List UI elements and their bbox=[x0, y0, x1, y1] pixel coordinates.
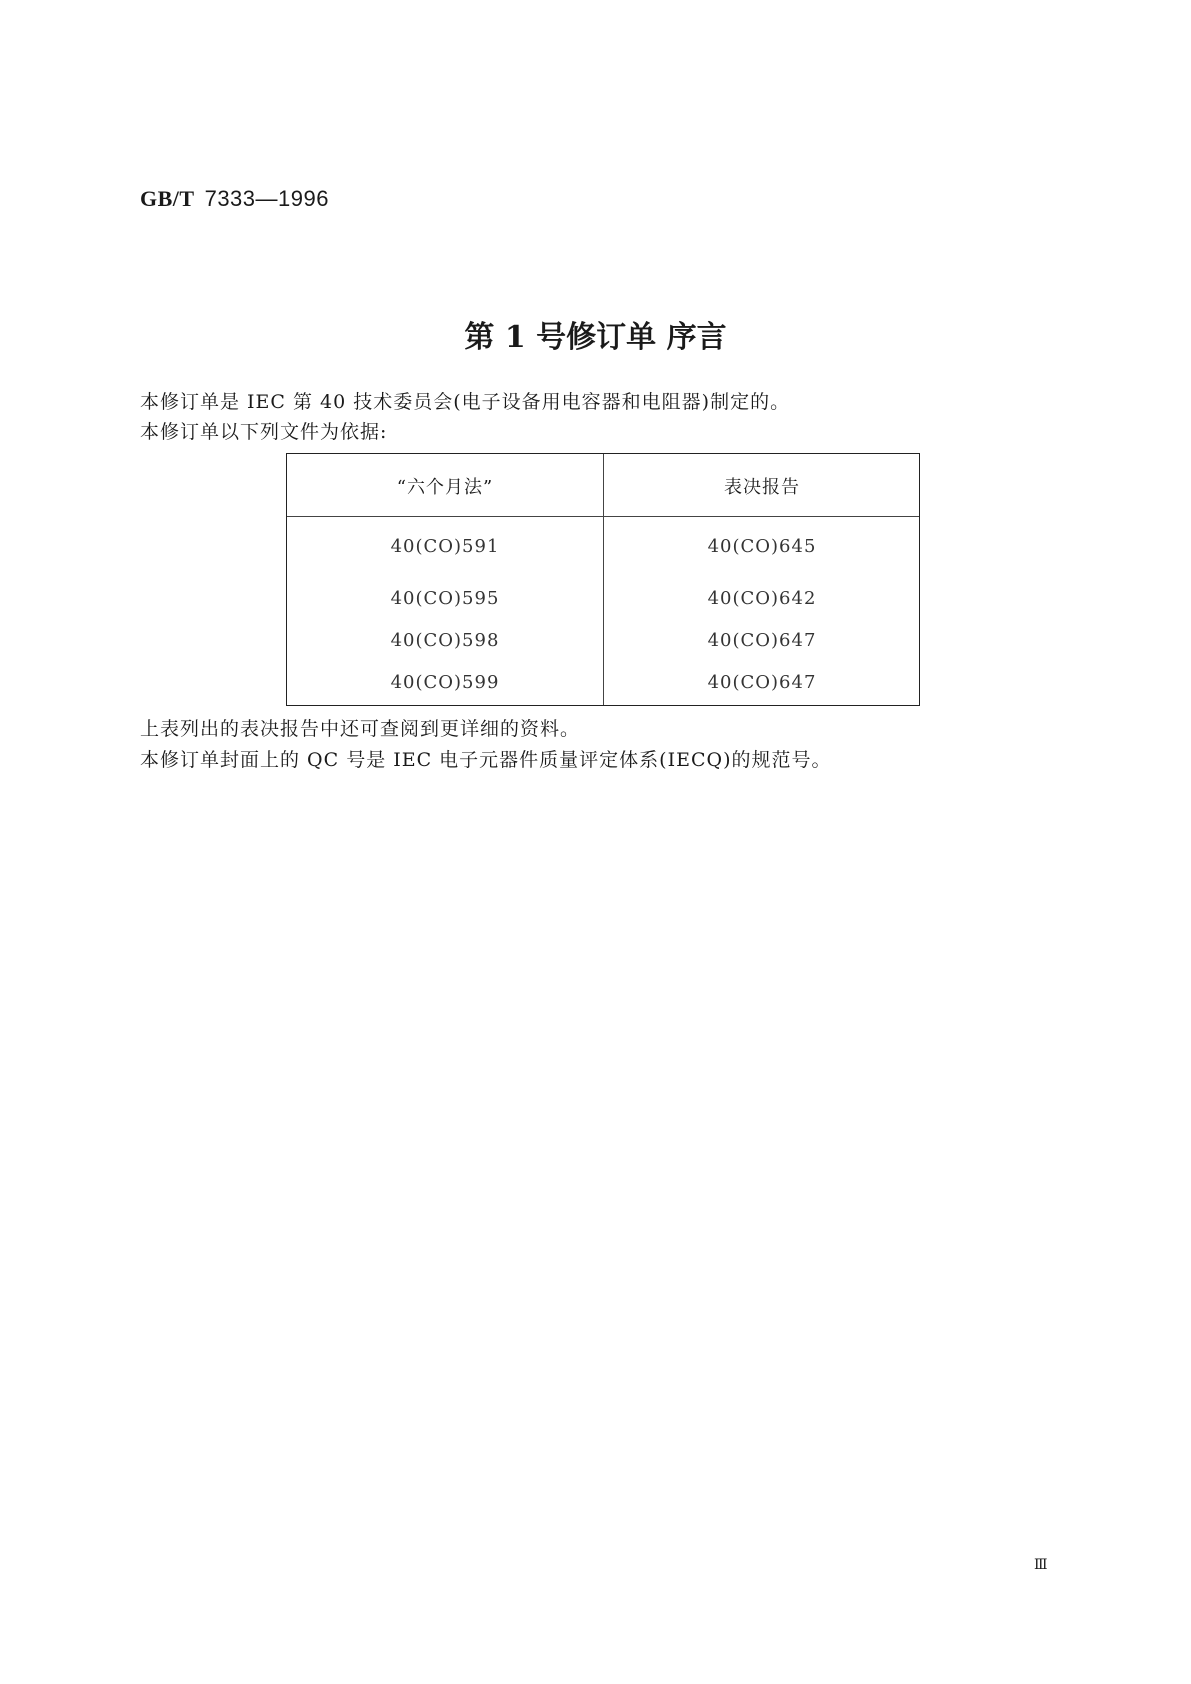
standard-code bbox=[140, 186, 329, 212]
table-cell: 40(CO)642 bbox=[707, 588, 817, 609]
table-cell: 40(CO)647 bbox=[707, 672, 817, 693]
page-title: 第 1 号修订单 序言 bbox=[464, 320, 727, 355]
qc-paragraph: 本修订单封面上的 QC 号是 IEC 电子元器件质量评定体系(IECQ)的规范号。 bbox=[140, 749, 832, 771]
table-header-voting-report: 表决报告 bbox=[724, 477, 800, 498]
standard-number: 7333—1996 bbox=[204, 186, 329, 211]
standard-prefix: GB/T bbox=[140, 186, 195, 211]
page-number: Ⅲ bbox=[1034, 1557, 1048, 1573]
table-cell: 40(CO)645 bbox=[707, 536, 817, 557]
table-cell: 40(CO)591 bbox=[390, 536, 500, 557]
document-table bbox=[286, 453, 920, 706]
table-cell: 40(CO)647 bbox=[707, 630, 817, 651]
intro-paragraph: 本修订单是 IEC 第 40 技术委员会(电子设备用电容器和电阻器)制定的。 bbox=[140, 391, 791, 413]
table-header-six-month-rule: “六个月法” bbox=[396, 477, 494, 498]
table-cell: 40(CO)598 bbox=[390, 630, 500, 651]
note-paragraph: 上表列出的表决报告中还可查阅到更详细的资料。 bbox=[140, 718, 581, 740]
basis-paragraph: 本修订单以下列文件为依据: bbox=[140, 421, 388, 443]
table-header-divider bbox=[287, 516, 919, 517]
table-cell: 40(CO)599 bbox=[390, 672, 500, 693]
table-cell: 40(CO)595 bbox=[390, 588, 500, 609]
